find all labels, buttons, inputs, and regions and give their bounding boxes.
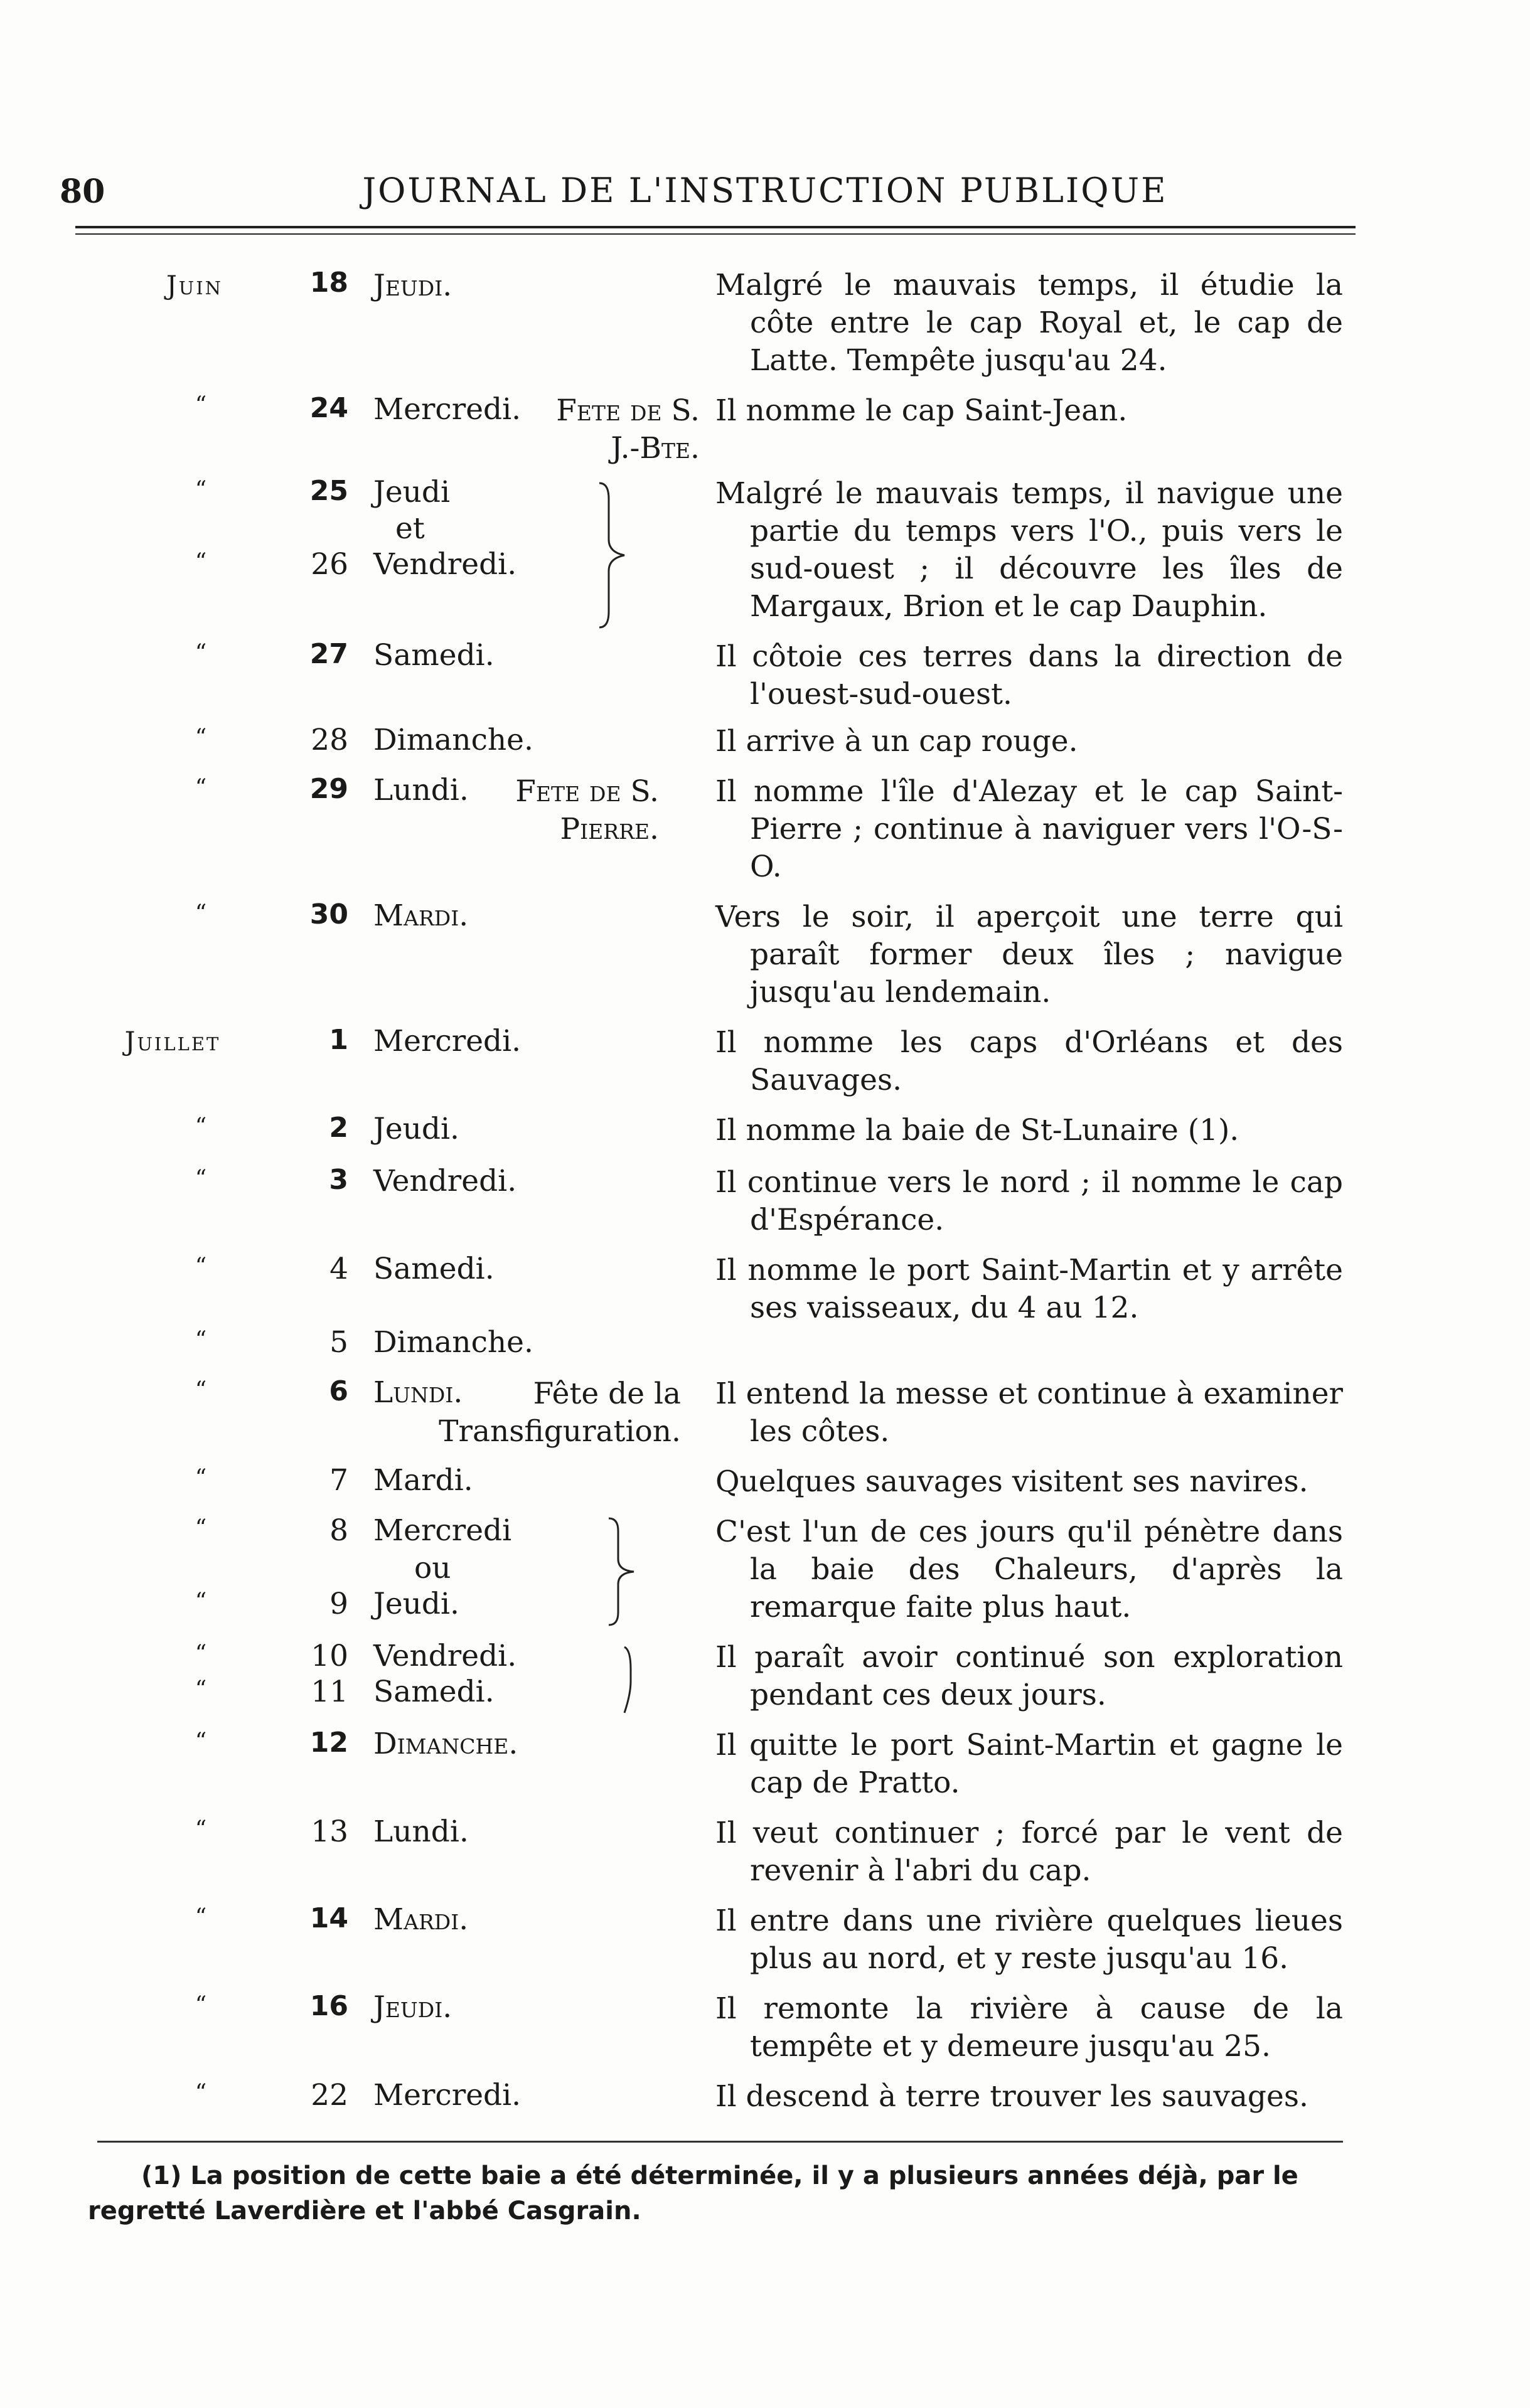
ditto-mark: “ [195,1729,207,1754]
weekday: Jeudi. [373,269,452,303]
ditto-mark: “ [195,1465,207,1491]
ditto-mark: “ [195,1904,207,1930]
entry-description: Malgré le mauvais temps, il étudie la côte entre le cap Royal et, le cap de Latte. Tempête jusqu'au 24. [715,268,1343,378]
ditto-mark: “ [195,1676,207,1702]
day-number: 25 [309,475,348,507]
weekday: Lundi. [373,1814,469,1849]
weekday: Mardi. [373,898,469,933]
month-label: Juillet [124,1026,221,1057]
month-label: Juin [166,270,223,301]
weekday: Lundi. [373,1375,463,1410]
weekday: Samedi. [373,638,495,673]
weekday: Samedi. [373,1252,495,1286]
ditto-mark: “ [195,1377,207,1403]
entry-description: Il entend la messe et continue à examiner les côtes. [715,1377,1343,1449]
entry-description: Il descend à terre trouver les sauvages. [715,2079,1308,2114]
entry-description: Malgré le mauvais temps, il navigue une partie du temps vers l'O., puis vers le sud-ouest ; il découvre les îles de Margaux, Brion et le cap Dauphin. [715,476,1343,624]
day-number: 10 [311,1639,348,1673]
weekday: Jeudi. [373,1112,459,1146]
footnote: (1) La position de cette baie a été déterminée, il y a plusieurs années déjà, par le regretté Laverdière et l'abbé Casgrain. [88,2161,1298,2225]
grouping-brace [621,1644,653,1719]
day-number: 6 [329,1375,348,1407]
connector-word: et [395,511,425,546]
day-number: 2 [329,1112,348,1144]
day-number: 8 [329,1513,348,1548]
entry-description: Il nomme les caps d'Orléans et des Sauvages. [715,1025,1343,1097]
header-rule-top [75,226,1356,228]
day-number: 12 [309,1727,348,1759]
day-number: 1 [329,1024,348,1056]
day-number: 29 [309,773,348,805]
entry-description: Il nomme le cap Saint-Jean. [715,393,1128,428]
feast-note: Fete de S. Pierre. [515,774,659,846]
feast-note: Fête de la Transfiguration. [439,1377,681,1449]
ditto-mark: “ [195,1641,207,1666]
day-number: 22 [311,2078,348,2112]
day-number: 4 [329,1252,348,1286]
entry-description: Il paraît avoir continué son exploration pendant ces deux jours. [715,1640,1343,1712]
ditto-mark: “ [195,549,207,575]
weekday: Jeudi. [373,1587,459,1621]
weekday: Samedi. [373,1675,495,1709]
entry-description: Il continue vers le nord ; il nomme le cap d'Espérance. [715,1165,1343,1237]
weekday: Dimanche. [373,723,533,757]
entry-description: Il entre dans une rivière quelques lieues plus au nord, et y reste jusqu'au 16. [715,1904,1343,1976]
day-number: 26 [311,547,348,582]
weekday: Mercredi. [373,1024,522,1058]
weekday: Mardi. [373,1463,473,1498]
entry-description: Vers le soir, il aperçoit une terre qui paraît former deux îles ; navigue jusqu'au lendemain. [715,900,1343,1010]
weekday: Jeudi [373,475,451,509]
ditto-mark: “ [195,2080,207,2106]
ditto-mark: “ [195,1327,207,1353]
connector-word: ou [414,1551,451,1585]
weekday: Mercredi [373,1513,512,1548]
feast-note: Fete de S. J.-Bte. [556,393,700,466]
weekday: Dimanche. [373,1325,533,1360]
entry-description: Il arrive à un cap rouge. [715,724,1078,759]
day-number: 3 [329,1164,348,1196]
weekday: Jeudi. [373,1990,452,2025]
day-number: 27 [309,638,348,670]
ditto-mark: “ [195,1589,207,1614]
ditto-mark: “ [195,1254,207,1279]
ditto-mark: “ [195,1816,207,1842]
header-rule-bottom [75,233,1356,235]
weekday: Mercredi. [373,392,522,427]
running-title: JOURNAL DE L'INSTRUCTION PUBLIQUE [362,171,1168,210]
entry-description: Il côtoie ces terres dans la direction de l'ouest-sud-ouest. [715,639,1343,711]
weekday: Vendredi. [373,547,517,582]
weekday: Vendredi. [373,1164,517,1198]
ditto-mark: “ [195,1515,207,1541]
page-number: 80 [60,173,105,211]
grouping-brace [596,480,640,631]
footnote-rule [97,2141,1343,2143]
entry-description: Il quitte le port Saint-Martin et gagne le cap de Pratto. [715,1728,1343,1800]
day-number: 30 [309,898,348,930]
weekday: Dimanche. [373,1727,518,1761]
weekday: Mardi. [373,1902,469,1937]
ditto-mark: “ [195,1166,207,1191]
ditto-mark: “ [195,1992,207,2018]
weekday: Lundi. [373,773,469,807]
ditto-mark: “ [195,725,207,750]
day-number: 13 [311,1814,348,1849]
weekday: Vendredi. [373,1639,517,1673]
day-number: 9 [329,1587,348,1621]
day-number: 7 [329,1463,348,1498]
ditto-mark: “ [195,477,207,503]
entry-description: Il remonte la rivière à cause de la tempête et y demeure jusqu'au 25. [715,1991,1343,2064]
entry-description: C'est l'un de ces jours qu'il pénètre dans la baie des Chaleurs, d'après la remarque faite plus haut. [715,1515,1343,1624]
day-number: 18 [309,267,348,299]
weekday: Mercredi. [373,2078,522,2112]
day-number: 14 [309,1902,348,1934]
ditto-mark: “ [195,900,207,926]
ditto-mark: “ [195,392,207,418]
day-number: 5 [329,1325,348,1360]
day-number: 16 [309,1990,348,2022]
entry-description: Il nomme la baie de St-Lunaire (1). [715,1113,1239,1148]
entry-description: Il nomme le port Saint-Martin et y arrête ses vaisseaux, du 4 au 12. [715,1253,1343,1325]
grouping-brace [606,1515,650,1628]
entry-description: Quelques sauvages visitent ses navires. [715,1464,1308,1499]
ditto-mark: “ [195,640,207,666]
ditto-mark: “ [195,775,207,801]
day-number: 24 [309,392,348,424]
entry-description: Il veut continuer ; forcé par le vent de revenir à l'abri du cap. [715,1816,1343,1888]
entry-description: Il nomme l'île d'Alezay et le cap Saint-Pierre ; continue à naviguer vers l'O-S-O. [715,774,1343,884]
day-number: 28 [311,723,348,757]
ditto-mark: “ [195,1114,207,1139]
day-number: 11 [311,1675,348,1709]
